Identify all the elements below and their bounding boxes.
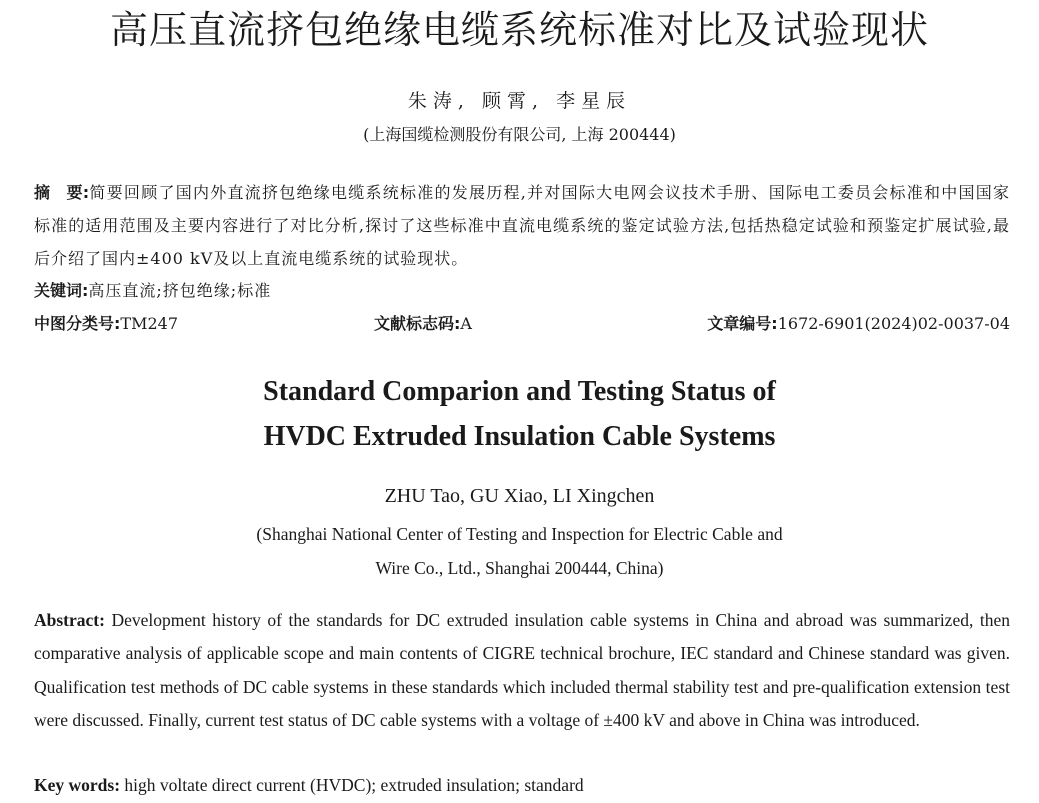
article-number	[707, 311, 1010, 337]
english-keywords-text: high voltate direct current (HVDC); extruded insulation; standard	[124, 775, 584, 795]
classification-label: 中图分类号:	[34, 314, 121, 333]
english-affiliation-line1: (Shanghai National Center of Testing and Inspection for Electric Cable and	[256, 524, 783, 544]
chinese-keywords	[34, 278, 1010, 304]
chinese-abstract-text: 简要回顾了国内外直流挤包绝缘电缆系统标准的发展历程,并对国际大电网会议技术手册、国际电工委员会标准和中国国家标准的适用范围及主要内容进行了对比分析,探讨了这些标准中直流电缆系统的鉴定试验方法,包括热稳定试验和预鉴定扩展试验,最后介绍了国内±400 kV及以上直流电缆系统的试验现状。	[34, 183, 1010, 268]
chinese-abstract-label: 摘 要:	[34, 183, 90, 202]
english-title-line2: HVDC Extruded Insulation Cable Systems	[263, 421, 776, 452]
classification-row	[34, 311, 1010, 337]
document-code-label: 文献标志码:	[374, 314, 461, 333]
chinese-keywords-label: 关键词:	[34, 281, 89, 300]
classification-value: TM247	[120, 314, 178, 333]
english-abstract	[34, 604, 1010, 737]
chinese-affiliation: (上海国缆检测股份有限公司, 上海 200444)	[363, 125, 676, 144]
english-authors: ZHU Tao, GU Xiao, LI Xingchen	[384, 485, 655, 507]
chinese-abstract	[34, 176, 1010, 275]
classification-number	[34, 311, 178, 337]
chinese-authors: 朱涛, 顾霄, 李星辰	[407, 90, 632, 112]
english-keywords	[34, 770, 1010, 800]
document-code-value: A	[460, 314, 472, 333]
english-title	[0, 369, 1039, 459]
article-number-label: 文章编号:	[707, 314, 778, 333]
english-affiliation-line2: Wire Co., Ltd., Shanghai 200444, China)	[375, 558, 664, 578]
chinese-keywords-text: 高压直流;挤包绝缘;标准	[88, 281, 272, 300]
chinese-title: 高压直流挤包绝缘电缆系统标准对比及试验现状	[109, 8, 929, 52]
document-code	[374, 311, 472, 337]
english-title-line1: Standard Comparion and Testing Status of	[263, 376, 776, 407]
article-number-value: 1672-6901(2024)02-0037-04	[777, 314, 1010, 333]
english-keywords-label: Key words:	[34, 775, 121, 795]
english-abstract-label: Abstract:	[34, 610, 105, 630]
english-abstract-text: Development history of the standards for DC extruded insulation cable systems in China and abroad was summarized, then comparative analysis of applicable scope and main contents of CIGRE technical brochure, IEC standard and Chinese standard was given. Qualification test methods of DC cable systems in these standards which included thermal stability test and pre-qualification extension test were discussed. Finally, current test status of DC cable systems with a voltage of ±400 kV and above in China was introduced.	[34, 610, 1010, 730]
english-affiliation	[0, 517, 1039, 585]
